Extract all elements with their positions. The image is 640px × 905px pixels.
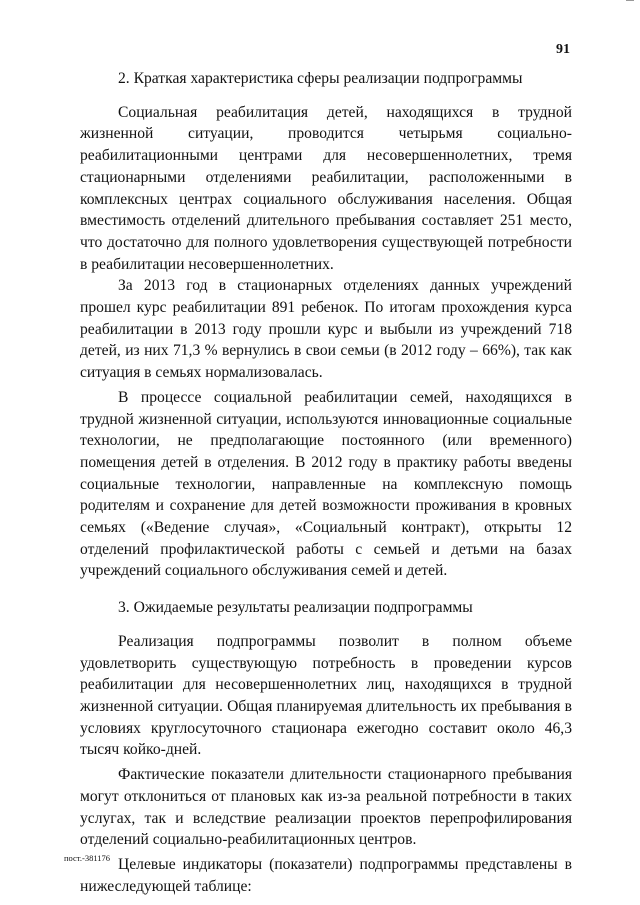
section-2-paragraph: В процессе социальной реабилитации семей, находящихся в трудной жизненной ситуации, используются инновационные социальные технологии, не предполагающие постоянного (или временного) помещения детей в отделения. В 2012 году в практику работы введены социальные технологии, направленные на комплексную помощь родителям и сохранение для детей возможности проживания в кровных семьях («Ведение случая», «Социальный контракт), открыты 12 отделений профилактической работы с семьей и детьми на базах учреждений социального обслуживания семей и детей. — [80, 388, 572, 580]
section-2-paragraph: За 2013 год в стационарных отделениях данных учреждений прошел курс реабилитации 891 ребенок. По итогам прохождения курса реабилитации в 2013 году прошли курс и выбыли из учреждений 718 детей, из них 71,3 % вернулись в свои семьи (в 2012 году – 66%), так как ситуация в семьях нормализовалась. — [80, 277, 572, 382]
document-body — [80, 68, 572, 897]
document-code: пост.-381176 — [64, 853, 110, 863]
scan-artifact — [626, 0, 634, 5]
section-3-heading: 3. Ожидаемые результаты реализации подпрограммы — [118, 599, 473, 617]
section-2-paragraph: Социальная реабилитация детей, находящихся в трудной жизненной ситуации, проводится четырьмя социально-реабилитационными центрами для несовершеннолетних, тремя стационарными отделениями реабилитации, расположенными в комплексных центрах социального обслуживания населения. Общая вместимость отделений длительного пребывания составляет 251 место, что достаточно для полного удовлетворения существующей потребности в реабилитации несовершеннолетних. — [80, 103, 572, 273]
section-3-paragraph: Целевые индикаторы (показатели) подпрограммы представлены в нижеследующей таблице: — [80, 855, 572, 895]
page-number: 91 — [556, 42, 570, 57]
section-3-paragraph: Реализация подпрограммы позволит в полном объеме удовлетворить существующую потребность в проведении курсов реабилитации для несовершеннолетних лиц, находящихся в трудной жизненной ситуации. Общая планируемая длительность их пребывания в условиях круглосуточного стационара ежегодно составит около 46,3 тысяч койко-дней. — [80, 632, 572, 759]
section-3-paragraph: Фактические показатели длительности стационарного пребывания могут отклониться от плановых как из-за реальной потребности в таких услугах, так и вследствие реализации проектов перепрофилирования отделений социально-реабилитационных центров. — [80, 766, 572, 849]
section-2-heading: 2. Краткая характеристика сферы реализации подпрограммы — [118, 70, 523, 87]
